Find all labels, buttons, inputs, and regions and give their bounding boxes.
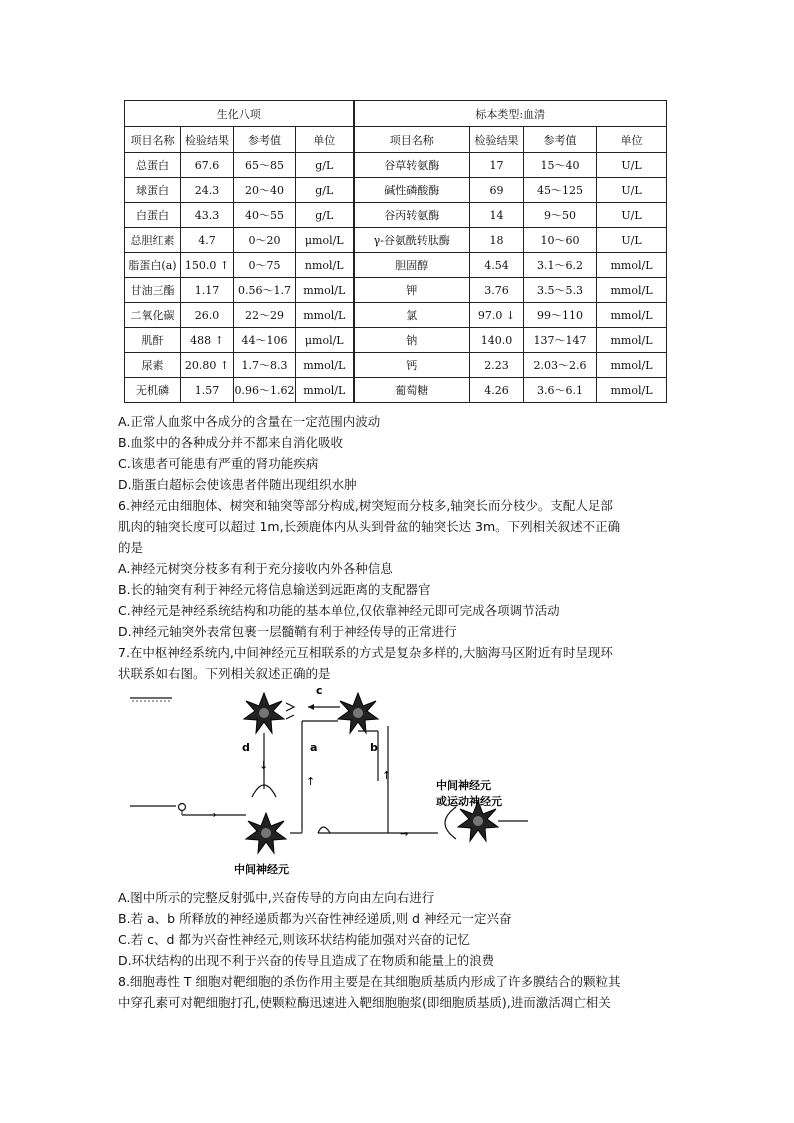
neuron-d xyxy=(244,693,284,733)
table-cell: μmol/L xyxy=(296,328,354,353)
table-cell: μmol/L xyxy=(296,228,354,253)
q7-option-c: C.若 c、d 都为兴奋性神经元,则该环状结构能加强对兴奋的记忆 xyxy=(118,932,470,947)
table-cell: 4.7 xyxy=(181,228,234,253)
table-cell: 2.23 xyxy=(470,353,524,378)
table-cell: U/L xyxy=(597,153,667,178)
table-cell: 150.0 ↑ xyxy=(181,253,234,278)
table-cell: 1.57 xyxy=(181,378,234,403)
table-cell: 3.76 xyxy=(470,278,524,303)
table-right-title: 标本类型:血清 xyxy=(354,101,667,127)
table-cell: 钠 xyxy=(354,328,470,353)
q6-option-b: B.长的轴突有利于神经元将信息输送到远距离的支配器官 xyxy=(118,582,431,597)
table-row xyxy=(125,253,667,278)
q8-stem-line-2: 中穿孔素可对靶细胞打孔,使颗粒酶迅速进入靶细胞胞浆(即细胞质基质),进而激活凋亡相关 xyxy=(118,995,611,1010)
table-cell: 脂蛋白(a) xyxy=(125,253,181,278)
table-row xyxy=(125,278,667,303)
table-cell: 97.0 ↓ xyxy=(470,303,524,328)
table-row xyxy=(125,378,667,403)
column-header: 项目名称 xyxy=(354,127,470,153)
label-b: b xyxy=(370,741,378,754)
table-cell: 葡萄糖 xyxy=(354,378,470,403)
table-row xyxy=(125,203,667,228)
table-cell: nmol/L xyxy=(296,253,354,278)
table-cell: 氯 xyxy=(354,303,470,328)
column-header: 项目名称 xyxy=(125,127,181,153)
table-row xyxy=(125,228,667,253)
q6-stem-line-2: 肌肉的轴突长度可以超过 1m,长颈鹿体内从头到骨盆的轴突长达 3m。下列相关叙述不正确 xyxy=(118,519,621,534)
table-cell: 肌酐 xyxy=(125,328,181,353)
q8-stem-line-1: 8.细胞毒性 T 细胞对靶细胞的杀伤作用主要是在其细胞质基质内形成了许多膜结合的颗粒其 xyxy=(118,974,621,989)
neuron-c xyxy=(338,693,378,733)
table-cell: 10～60 xyxy=(524,228,597,253)
table-cell: 谷草转氨酶 xyxy=(354,153,470,178)
q6-option-a: A.神经元树突分枝多有利于充分接收内外各种信息 xyxy=(118,561,393,576)
table-cell: g/L xyxy=(296,153,354,178)
table-cell: 4.26 xyxy=(470,378,524,403)
table-cell: 球蛋白 xyxy=(125,178,181,203)
table-cell: mmol/L xyxy=(296,303,354,328)
table-row xyxy=(125,353,667,378)
table-cell: 44～106 xyxy=(234,328,296,353)
column-header: 单位 xyxy=(597,127,667,153)
table-cell: mmol/L xyxy=(597,303,667,328)
table-cell: 0～75 xyxy=(234,253,296,278)
table-cell: mmol/L xyxy=(597,328,667,353)
q6-option-c: C.神经元是神经系统结构和功能的基本单位,仅依靠神经元即可完成各项调节活动 xyxy=(118,603,560,618)
table-cell: 26.0 xyxy=(181,303,234,328)
table-cell: 碱性磷酸酶 xyxy=(354,178,470,203)
table-cell: mmol/L xyxy=(597,253,667,278)
table-cell: 65～85 xyxy=(234,153,296,178)
table-cell: 3.5～5.3 xyxy=(524,278,597,303)
table-cell: U/L xyxy=(597,178,667,203)
table-cell: 9～50 xyxy=(524,203,597,228)
table-cell: 45～125 xyxy=(524,178,597,203)
table-cell: 24.3 xyxy=(181,178,234,203)
q6-stem-line-3: 的是 xyxy=(118,540,144,555)
table-cell: 1.17 xyxy=(181,278,234,303)
q7-option-d: D.环状结构的出现不利于兴奋的传导且造成了在物质和能量上的浪费 xyxy=(118,953,495,968)
column-header: 检验结果 xyxy=(470,127,524,153)
label-d: d xyxy=(242,741,250,754)
table-row xyxy=(125,328,667,353)
q7-stem-line-2: 状联系如右图。下列相关叙述正确的是 xyxy=(118,666,331,681)
label-a: a xyxy=(310,741,318,754)
table-cell: 0～20 xyxy=(234,228,296,253)
table-cell: 99～110 xyxy=(524,303,597,328)
table-cell: mmol/L xyxy=(597,353,667,378)
table-cell: 无机磷 xyxy=(125,378,181,403)
svg-text:→: → xyxy=(400,829,409,840)
table-row xyxy=(125,153,667,178)
table-left-title: 生化八项 xyxy=(125,101,354,127)
table-cell: mmol/L xyxy=(296,278,354,303)
svg-text:→: → xyxy=(208,810,217,821)
table-cell: 总蛋白 xyxy=(125,153,181,178)
column-header: 参考值 xyxy=(524,127,597,153)
q6-option-d: D.神经元轴突外表常包裹一层髓鞘有利于神经传导的正常进行 xyxy=(118,624,457,639)
table-cell: 43.3 xyxy=(181,203,234,228)
table-cell: 钙 xyxy=(354,353,470,378)
column-header: 检验结果 xyxy=(181,127,234,153)
table-cell: g/L xyxy=(296,178,354,203)
table-cell: U/L xyxy=(597,228,667,253)
table-cell: 20～40 xyxy=(234,178,296,203)
table-cell: U/L xyxy=(597,203,667,228)
table-cell: 14 xyxy=(470,203,524,228)
q6-stem-line-1: 6.神经元由细胞体、树突和轴突等部分构成,树突短而分枝多,轴突长而分枝少。支配人足部 xyxy=(118,498,613,513)
table-cell: 3.1～6.2 xyxy=(524,253,597,278)
neuron-ring-diagram xyxy=(118,681,538,881)
table-cell: 17 xyxy=(470,153,524,178)
table-cell: 69 xyxy=(470,178,524,203)
q5-option-d: D.脂蛋白超标会使该患者伴随出现组织水肿 xyxy=(118,477,357,492)
column-header: 单位 xyxy=(296,127,354,153)
table-cell: mmol/L xyxy=(597,278,667,303)
table-cell: 2.03～2.6 xyxy=(524,353,597,378)
table-cell: 谷丙转氨酶 xyxy=(354,203,470,228)
svg-text:↑: ↑ xyxy=(382,769,392,782)
neuron-middle xyxy=(246,813,286,853)
table-cell: 67.6 xyxy=(181,153,234,178)
table-cell: 22～29 xyxy=(234,303,296,328)
table-cell: 0.96～1.62 xyxy=(234,378,296,403)
table-cell: 胆固醇 xyxy=(354,253,470,278)
q7-option-a: A.图中所示的完整反射弧中,兴奋传导的方向由左向右进行 xyxy=(118,890,435,905)
column-header: 参考值 xyxy=(234,127,296,153)
q5-option-b: B.血浆中的各种成分并不都来自消化吸收 xyxy=(118,435,344,450)
table-cell: 137～147 xyxy=(524,328,597,353)
table-cell: 二氧化碳 xyxy=(125,303,181,328)
table-cell: g/L xyxy=(296,203,354,228)
q7-stem-line-1: 7.在中枢神经系统内,中间神经元互相联系的方式是复杂多样的,大脑海马区附近有时呈现环 xyxy=(118,645,613,660)
table-cell: 140.0 xyxy=(470,328,524,353)
table-cell: mmol/L xyxy=(296,353,354,378)
table-cell: 3.6～6.1 xyxy=(524,378,597,403)
table-cell: 甘油三酯 xyxy=(125,278,181,303)
table-row xyxy=(125,178,667,203)
svg-text:↑: ↑ xyxy=(306,775,316,788)
table-cell: 40～55 xyxy=(234,203,296,228)
table-cell: 1.7～8.3 xyxy=(234,353,296,378)
lab-results-table xyxy=(124,100,667,403)
table-cell: 尿素 xyxy=(125,353,181,378)
label-bottom: 中间神经元 xyxy=(234,863,289,876)
q5-option-a: A.正常人血浆中各成分的含量在一定范围内波动 xyxy=(118,414,381,429)
table-cell: 15～40 xyxy=(524,153,597,178)
table-row xyxy=(125,303,667,328)
table-cell: 总胆红素 xyxy=(125,228,181,253)
svg-text:↓: ↓ xyxy=(259,759,269,772)
q5-option-c: C.该患者可能患有严重的肾功能疾病 xyxy=(118,456,319,471)
table-cell: 4.54 xyxy=(470,253,524,278)
label-right-line-1: 中间神经元 xyxy=(436,779,491,792)
table-cell: 488 ↑ xyxy=(181,328,234,353)
table-cell: 白蛋白 xyxy=(125,203,181,228)
table-cell: mmol/L xyxy=(597,378,667,403)
q7-option-b: B.若 a、b 所释放的神经递质都为兴奋性神经递质,则 d 神经元一定兴奋 xyxy=(118,911,512,926)
table-cell: γ-谷氨酰转肽酶 xyxy=(354,228,470,253)
table-cell: 钾 xyxy=(354,278,470,303)
table-cell: 18 xyxy=(470,228,524,253)
label-c: c xyxy=(316,684,323,697)
label-right-line-2: 或运动神经元 xyxy=(436,795,502,808)
table-cell: 20.80 ↑ xyxy=(181,353,234,378)
table-cell: mmol/L xyxy=(296,378,354,403)
table-cell: 0.56～1.7 xyxy=(234,278,296,303)
